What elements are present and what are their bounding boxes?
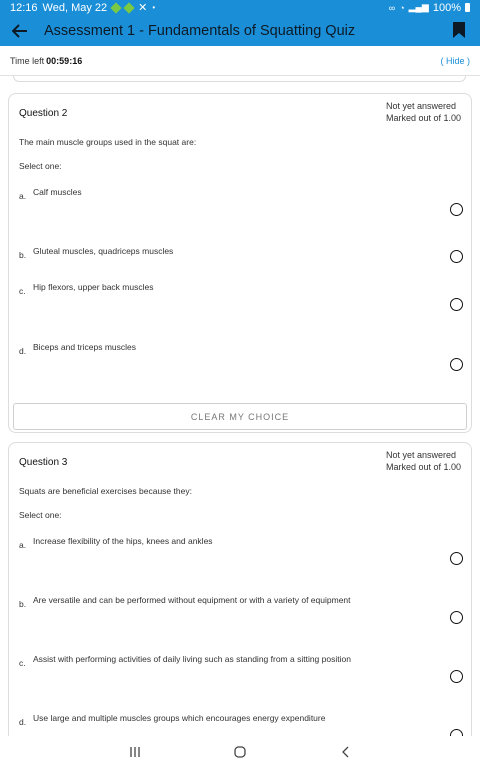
page-title: Assessment 1 - Fundamentals of Squatting Quiz [44,22,356,39]
close-notification-icon: ✕ [138,2,148,14]
answer-option[interactable] [19,246,463,276]
option-text: Use large and multiple muscles groups which encourages energy expenditure [33,713,326,723]
option-text: Are versatile and can be performed without equipment or with a variety of equipment [33,595,351,605]
select-one-label: Select one: [19,161,62,171]
question-marks: Marked out of 1.00 [385,113,461,123]
option-radio[interactable] [450,670,463,683]
option-text: Gluteal muscles, quadriceps muscles [33,246,174,256]
battery-icon [465,3,470,12]
option-letter: b. [19,250,27,260]
quiz-content[interactable] [0,76,480,736]
option-radio[interactable] [450,358,463,371]
question-title: Question 2 [19,108,68,119]
option-radio[interactable] [450,729,463,736]
option-text: Calf muscles [33,187,82,197]
recent-apps-icon[interactable] [127,744,143,760]
timer-value: 00:59:16 [46,55,83,66]
option-radio[interactable] [450,298,463,311]
option-letter: b. [19,599,27,609]
option-text: Biceps and triceps muscles [33,342,136,352]
question-card [8,93,472,433]
hide-timer-link[interactable]: ( Hide ) [440,55,470,66]
answer-option[interactable] [19,654,463,684]
previous-question-card [13,76,466,82]
select-one-label: Select one: [19,510,62,520]
option-letter: a. [19,191,27,201]
option-text: Increase flexibility of the hips, knees and ankles [33,536,213,546]
option-radio[interactable] [450,611,463,624]
battery-level: 100% [432,1,461,14]
back-arrow-icon[interactable] [10,21,30,41]
clear-my-choice-button[interactable]: CLEAR MY CHOICE [13,403,467,430]
option-radio[interactable] [450,250,463,263]
app-notification-icon-2 [123,2,134,13]
option-radio[interactable] [450,552,463,565]
option-letter: c. [19,658,26,668]
home-icon[interactable] [232,744,248,760]
more-notifications-dot-icon: • [152,3,156,12]
question-state [386,449,461,473]
option-letter: a. [19,540,27,550]
status-date: Wed, May 22 [42,1,108,14]
option-text: Assist with performing activities of daily living such as standing from a sitting position [33,654,351,664]
app-notification-icon [110,2,121,13]
answer-status: Not yet answered [385,450,456,460]
answer-option[interactable] [19,536,463,566]
answer-option[interactable] [19,282,463,312]
option-letter: d. [19,717,27,727]
answer-option[interactable] [19,342,463,372]
system-nav-bar [0,736,480,768]
app-bar [0,15,480,46]
question-title: Question 3 [19,457,68,468]
timer-label: Time left [10,55,45,66]
link-icon: ∞ [388,2,396,13]
answer-option[interactable] [19,187,463,217]
back-nav-icon[interactable] [338,744,354,760]
question-card [8,442,472,736]
option-letter: d. [19,346,27,356]
answer-option[interactable] [19,713,463,736]
question-marks: Marked out of 1.00 [385,462,461,472]
question-text: The main muscle groups used in the squat are: [19,137,197,147]
option-radio[interactable] [450,203,463,216]
option-letter: c. [19,286,26,296]
status-bar [0,0,480,15]
timer-bar [0,46,480,76]
status-time: 12:16 [10,1,38,14]
signal-icon: ▂▄▆ [408,2,429,12]
question-state [386,100,461,124]
answer-option[interactable] [19,595,463,625]
question-text: Squats are beneficial exercises because they: [19,486,192,496]
option-text: Hip flexors, upper back muscles [33,282,154,292]
bookmark-icon[interactable] [452,21,470,41]
answer-status: Not yet answered [385,101,456,111]
wifi-icon: ◔ [399,2,405,13]
